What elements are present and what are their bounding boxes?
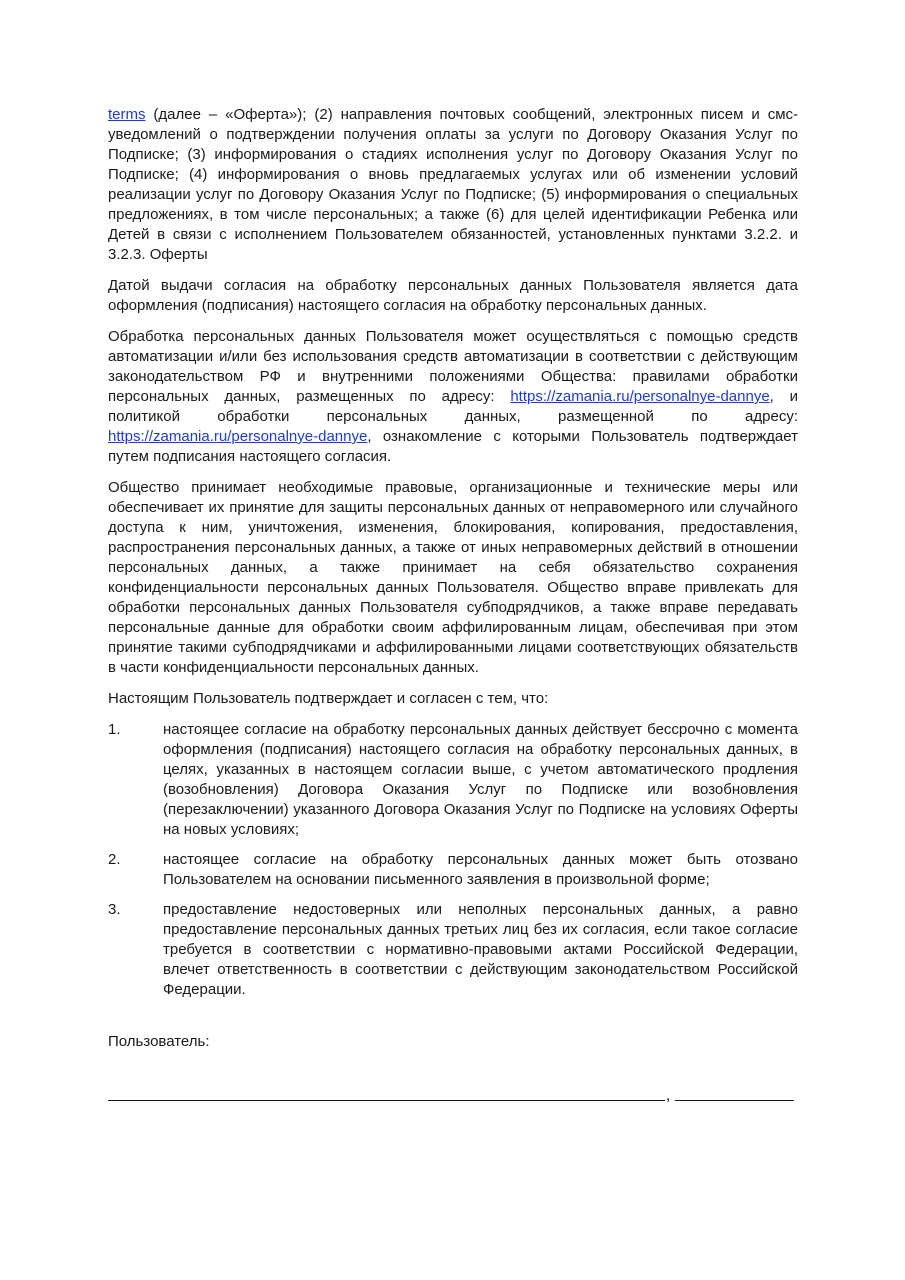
document-page <box>108 105 798 1063</box>
paragraph-purposes <box>108 105 798 265</box>
paragraph-processing <box>108 327 798 467</box>
signature-field[interactable] <box>108 1086 798 1106</box>
policy-link[interactable]: https://zamania.ru/personalnye-dannye <box>108 428 368 445</box>
confirmation-list <box>108 720 798 1000</box>
processing-text-1: Обработка персональных данных Пользователя может осуществляться с помощью средств автоматизации и/или без использования средств автоматизации в соответствии с действующим законодательством РФ и внутренними положениями Общества: правилами обработки персональных данных, размещенных по адресу: <box>108 328 798 405</box>
list-item-text: настоящее согласие на обработку персональных данных может быть отозвано Пользователем на основании письменного заявления в произвольной форме; <box>163 851 798 888</box>
list-item <box>108 720 798 840</box>
list-item-text: настоящее согласие на обработку персональных данных действует бессрочно с момента оформления (подписания) настоящего согласия на обработку персональных данных, в целях, указанных в настоящем согласии выше, с учетом автоматического продления (возобновления) Договора Оказания Услуг по Подписке или возобновления (перезаключении) указанного Договора Оказания Услуг по Подписке на условиях Оферты на новых условиях; <box>163 721 798 838</box>
signature-label: Пользователь: <box>108 1033 210 1050</box>
rules-link[interactable]: https://zamania.ru/personalnye-dannye <box>510 388 770 405</box>
list-item-number: 1. <box>108 721 121 738</box>
list-item-text: предоставление недостоверных или неполных персональных данных, а равно предоставление персональных данных третьих лиц без их согласия, если такое согласие требуется в соответствии с нормативно-правовыми актами Российской Федерации, влечет ответственность в соответствии с действующим законодательством Российской Федерации. <box>163 901 798 998</box>
processing-text-2: , и политикой обработки персональных данных, размещенной по адресу: <box>108 388 798 425</box>
terms-link[interactable]: terms <box>108 106 146 123</box>
list-item <box>108 900 798 1000</box>
paragraph-confirmation: Настоящим Пользователь подтверждает и согласен с тем, что: <box>108 690 549 707</box>
paragraph-consent-date: Датой выдачи согласия на обработку персональных данных Пользователя является дата оформления (подписания) настоящего согласия на обработку персональных данных. <box>108 277 798 314</box>
signature-date-line <box>675 1100 794 1101</box>
signature-comma: , <box>666 1087 671 1104</box>
list-item-number: 2. <box>108 851 121 868</box>
paragraph-purposes-text: (далее – «Оферта»); (2) направления почтовых сообщений, электронных писем и смс-уведомлений о подтверждении получения оплаты за услуги по Договору Оказания Услуг по Подписке; (3) информирования о стадиях исполнения услуг по Договору Оказания Услуг по Подписке; (4) информирования о вновь предлагаемых услугах или об изменении условий реализации услуг по Договору Оказания Услуг по Подписке; (5) информирования о специальных предложениях, в том числе персональных; а также (6) для целей идентификации Ребенка или Детей в связи с исполнением Пользователем обязанностей, установленных пунктами 3.2.2. и 3.2.3. Оферты <box>108 106 798 263</box>
list-item <box>108 850 798 890</box>
paragraph-protection: Общество принимает необходимые правовые, организационные и технические меры или обеспечивает их принятие для защиты персональных данных от неправомерного или случайного доступа к ним, уничтожения, изменения, блокирования, копирования, предоставления, распространения персональных данных, а также от иных неправомерных действий в отношении персональных данных, а также принимает на себя обязательство сохранения конфиденциальности персональных данных Пользователя. Общество вправе привлекать для обработки персональных данных Пользователя субподрядчиков, а также вправе передавать персональные данные для обработки своим аффилированным лицам, обеспечивая при этом принятие такими субподрядчиками и аффилированными лицами соответствующих обязательств в части конфиденциальности персональных данных. <box>108 479 798 676</box>
list-item-number: 3. <box>108 901 121 918</box>
signature-name-line <box>108 1100 665 1101</box>
processing-text-3: , ознакомление с которыми Пользователь подтверждает путем подписания настоящего согласия. <box>108 428 798 465</box>
